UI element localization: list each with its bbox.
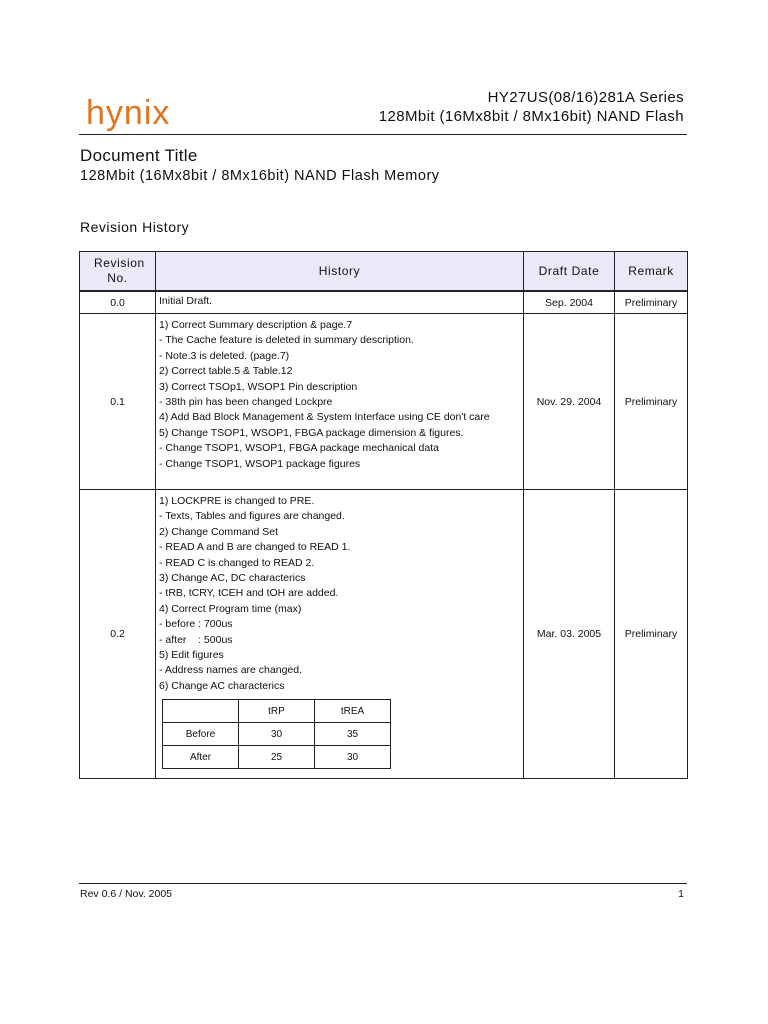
history-line: - after : 500us [159, 633, 233, 646]
history-line: - READ A and B are changed to READ 1. [159, 541, 351, 554]
history-line: - Change TSOP1, WSOP1, FBGA package mechanical data [159, 442, 439, 455]
history-line: 1) LOCKPRE is changed to PRE. [159, 495, 315, 507]
history-line: - Change TSOP1, WSOP1 package figures [159, 457, 361, 470]
subtable-value: 30 [239, 723, 315, 746]
history-line: 3) Change AC, DC characterics [159, 572, 306, 585]
subtable-value: 30 [315, 746, 391, 769]
history-line: 2) Correct table.5 & Table.12 [159, 365, 293, 378]
table-row [80, 292, 688, 314]
subtable-row [163, 723, 391, 746]
revision-no: 0.2 [80, 490, 156, 779]
draft-date: Mar. 03. 2005 [524, 490, 615, 779]
history-line: - The Cache feature is deleted in summary description. [159, 334, 414, 347]
footer-rule [79, 883, 687, 884]
subtable-row [163, 746, 391, 769]
history-line: - Note.3 is deleted. (page.7) [159, 349, 290, 362]
history-line: 6) Change AC characterics [159, 679, 285, 692]
subtable-header-trea: tREA [315, 700, 391, 723]
history-line: - 38th pin has been changed Lockpre [159, 396, 333, 409]
table-header-row [80, 252, 688, 291]
history-line: 5) Edit figures [159, 649, 224, 662]
subtable-header-trp: tRP [239, 700, 315, 723]
history-line: 5) Change TSOP1, WSOP1, FBGA package dimension & figures. [159, 426, 464, 439]
history-line: Initial Draft. [159, 295, 213, 307]
history-line: - Address names are changed. [159, 664, 303, 677]
page-number: 1 [678, 888, 684, 900]
series-name: HY27US(08/16)281A Series [487, 89, 684, 106]
revision-no: 0.0 [80, 292, 156, 314]
header-rule [79, 134, 687, 135]
logo-wordmark: hynix [86, 94, 171, 132]
header-info [379, 88, 684, 126]
remark: Preliminary [615, 314, 688, 490]
remark: Preliminary [615, 292, 688, 314]
history-cell [156, 292, 524, 314]
header-revision-no: Revision No. [80, 252, 156, 291]
subtable-value: 35 [315, 723, 391, 746]
history-line: - Texts, Tables and figures are changed. [159, 510, 345, 523]
table-row [80, 490, 688, 779]
table-row [80, 314, 688, 490]
history-line: - tRB, tCRY, tCEH and tOH are added. [159, 587, 339, 600]
history-line: - before : 700us [159, 618, 233, 631]
section-title: Revision History [80, 219, 190, 235]
subtable-label: After [163, 746, 239, 769]
revision-no: 0.1 [80, 314, 156, 490]
draft-date: Nov. 29. 2004 [524, 314, 615, 490]
product-name: 128Mbit (16Mx8bit / 8Mx16bit) NAND Flash [378, 108, 684, 125]
subtable-corner [163, 700, 239, 723]
header-draft-date: Draft Date [524, 252, 615, 291]
hynix-logo [86, 92, 190, 132]
document-subtitle: 128Mbit (16Mx8bit / 8Mx16bit) NAND Flash Memory [80, 168, 440, 184]
history-line: 1) Correct Summary description & page.7 [159, 319, 353, 331]
subtable-value: 25 [239, 746, 315, 769]
history-cell [156, 490, 524, 779]
remark: Preliminary [615, 490, 688, 779]
history-line: 4) Correct Program time (max) [159, 602, 302, 615]
history-line: 3) Correct TSOp1, WSOP1 Pin description [159, 380, 358, 393]
timing-subtable [162, 699, 391, 769]
history-line: 2) Change Command Set [159, 525, 279, 538]
header-remark: Remark [615, 252, 688, 291]
history-line: 4) Add Bad Block Management & System Interface using CE don't care [159, 411, 490, 424]
history-line: - READ C is changed to READ 2. [159, 556, 315, 569]
revision-table [79, 251, 688, 779]
header-history: History [156, 252, 524, 291]
draft-date: Sep. 2004 [524, 292, 615, 314]
history-cell [156, 314, 524, 490]
subtable-header-row [163, 700, 391, 723]
subtable-label: Before [163, 723, 239, 746]
document-title: Document Title [80, 146, 198, 165]
footer-revision: Rev 0.6 / Nov. 2005 [80, 888, 173, 900]
